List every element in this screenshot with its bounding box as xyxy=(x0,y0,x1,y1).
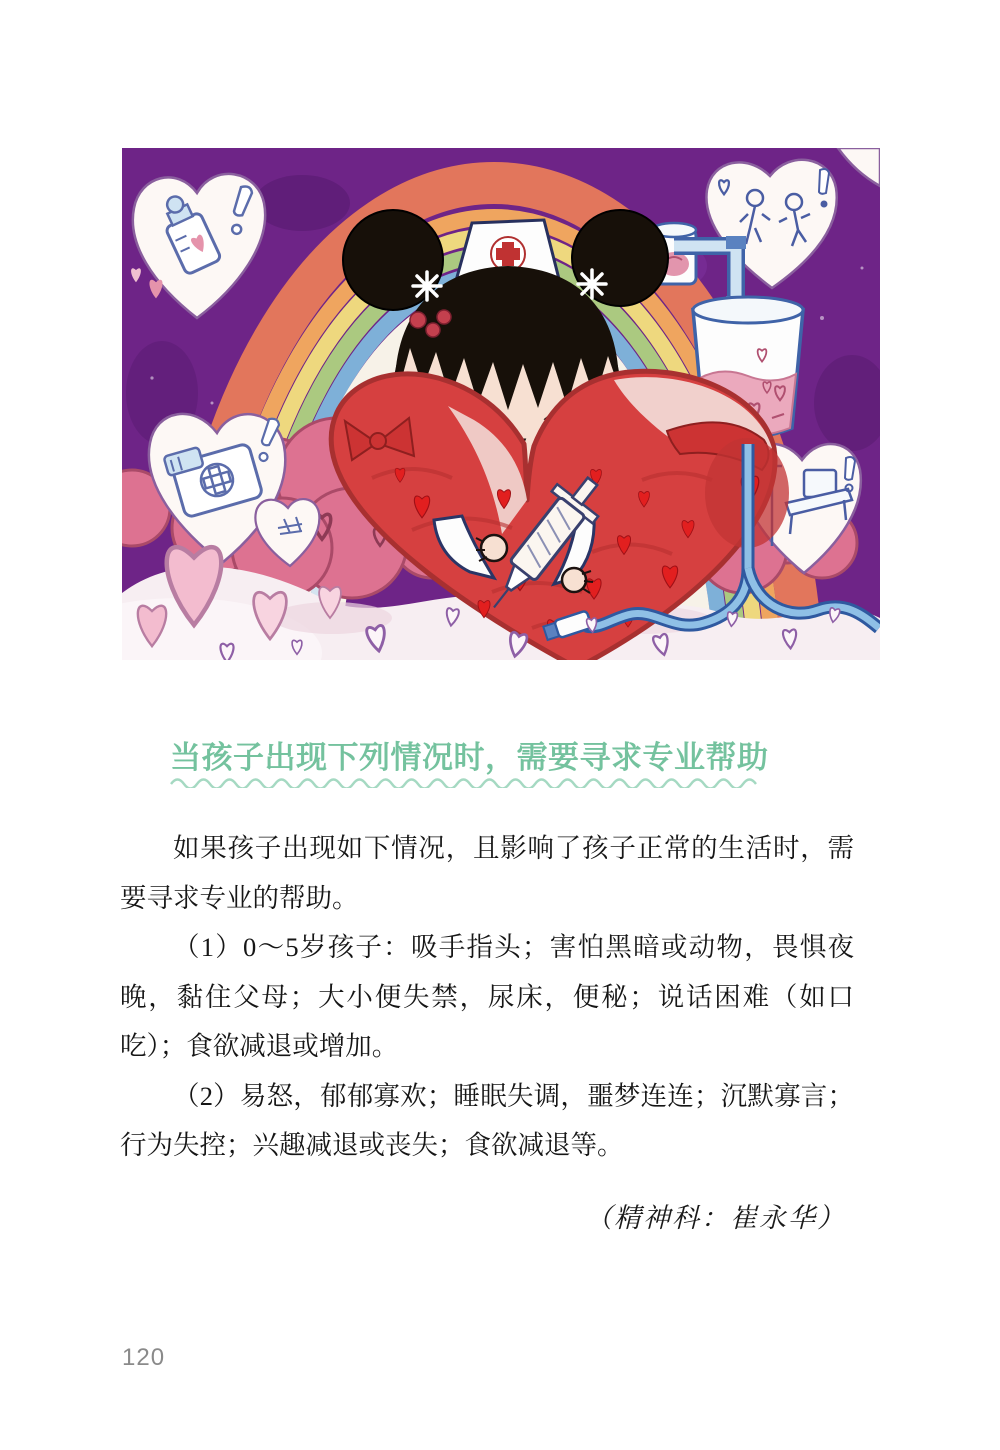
body-paragraph: （1）0～5岁孩子：吸手指头；害怕黑暗或动物，畏惧夜晚，黏住父母；大小便失禁，尿床，便秘；说话困难（如口吃）；食欲减退或增加。 xyxy=(120,932,854,1061)
attribution-line: （精神科：崔永华） xyxy=(585,1203,846,1233)
body-paragraph: （2）易怒，郁郁寡欢；睡眠失调，噩梦连连；沉默寡言；行为失控；兴趣减退或丧失；食欲减退等。 xyxy=(120,1080,854,1160)
body-text xyxy=(120,824,854,1171)
body-paragraph: 如果孩子出现如下情况，且影响了孩子正常的生活时，需要寻求专业的帮助。 xyxy=(120,833,854,913)
section-heading: 当孩子出现下列情况时，需要寻求专业帮助 xyxy=(170,740,769,775)
wavy-underline xyxy=(170,776,770,788)
page-number: 120 xyxy=(122,1344,166,1371)
illustration-childrens-drawing xyxy=(122,148,880,660)
